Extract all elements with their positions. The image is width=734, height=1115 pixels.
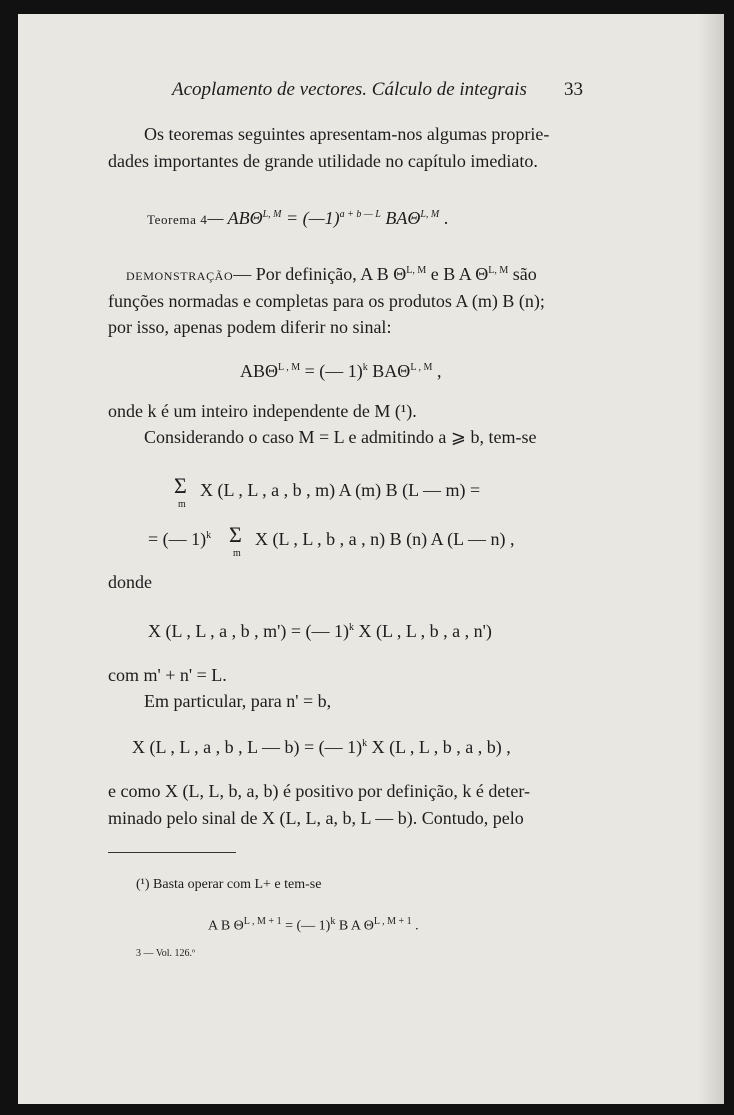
footnote-equation: A B $\Theta^{L , M + 1}$ = (— 1)$^k$ B A $\Theta^{L , M + 1}$ . — [208, 916, 419, 934]
equation-1: $AB\Theta^{L , M}$ = (— 1)$^k$ $BA\Theta^{L , M}$ , — [240, 361, 442, 381]
intro-line-1: Os teoremas seguintes apresentam-nos algumas proprie- — [144, 124, 550, 144]
demo-label: DEMONSTRAÇÃO — [126, 269, 234, 283]
theorem-label: Teorema 4 — [147, 212, 208, 227]
running-title: Acoplamento de vectores. Cálculo de integrais — [172, 79, 527, 100]
theorem-4: Teorema 4— $AB\Theta^{L, M}$ = (—1)$^{a + b — L}$ $BA\Theta^{L, M}$ . — [147, 208, 449, 228]
intro-line-2: dades importantes de grande utilidade no capítulo imediato. — [108, 151, 538, 171]
equation-4: X (L , L , a , b , L — b) = (— 1)$^k$ X (L , L , b , a , b) , — [132, 737, 511, 757]
footnote-rule — [108, 852, 236, 853]
signature-mark: 3 — Vol. 126.º — [136, 948, 196, 959]
footnote-text: (¹) Basta operar com L+ e tem-se — [136, 877, 322, 892]
equation-2-line-1: X (L , L , a , b , m) A (m) B (L — m) = — [200, 480, 481, 500]
page-number: 33 — [564, 79, 583, 100]
equation-3: X (L , L , a , b , m') = (— 1)$^k$ X (L , L , b , a , n') — [148, 621, 492, 641]
demo-line-3: por isso, apenas podem diferir no sinal: — [108, 317, 392, 337]
demo-line-2: funções normadas e completas para os produtos A (m) B (n); — [108, 291, 545, 311]
last-line-1: e como X (L, L, b, a, b) é positivo por definição, k é deter- — [108, 781, 530, 801]
em-particular-line: Em particular, para n' = b, — [144, 691, 332, 711]
considerando-line: Considerando o caso M = L e admitindo a ⩾ b, tem-se — [144, 427, 537, 447]
page-edge-shadow — [698, 14, 724, 1104]
sum-symbol-2: Σ — [229, 522, 242, 547]
sum-index-2: m — [233, 548, 241, 559]
onde-line: onde k é um inteiro independente de M (¹). — [108, 401, 417, 421]
demo-line-1: DEMONSTRAÇÃO— Por definição, A B $\Theta^{L, M}$ e B A $\Theta^{L, M}$ são — [126, 264, 537, 284]
equation-2-line-2: X (L , L , b , a , n) B (n) A (L — n) , — [255, 529, 515, 549]
equation-2-line-2-prefix: = (— 1)$^k$ — [148, 529, 212, 549]
donde-word: donde — [108, 572, 152, 592]
com-line: com m' + n' = L. — [108, 665, 227, 685]
sum-symbol-1: Σ — [174, 473, 187, 498]
sum-index-1: m — [178, 499, 186, 510]
book-page — [18, 14, 724, 1104]
last-line-2: minado pelo sinal de X (L, L, a, b, L — b). Contudo, pelo — [108, 808, 524, 828]
